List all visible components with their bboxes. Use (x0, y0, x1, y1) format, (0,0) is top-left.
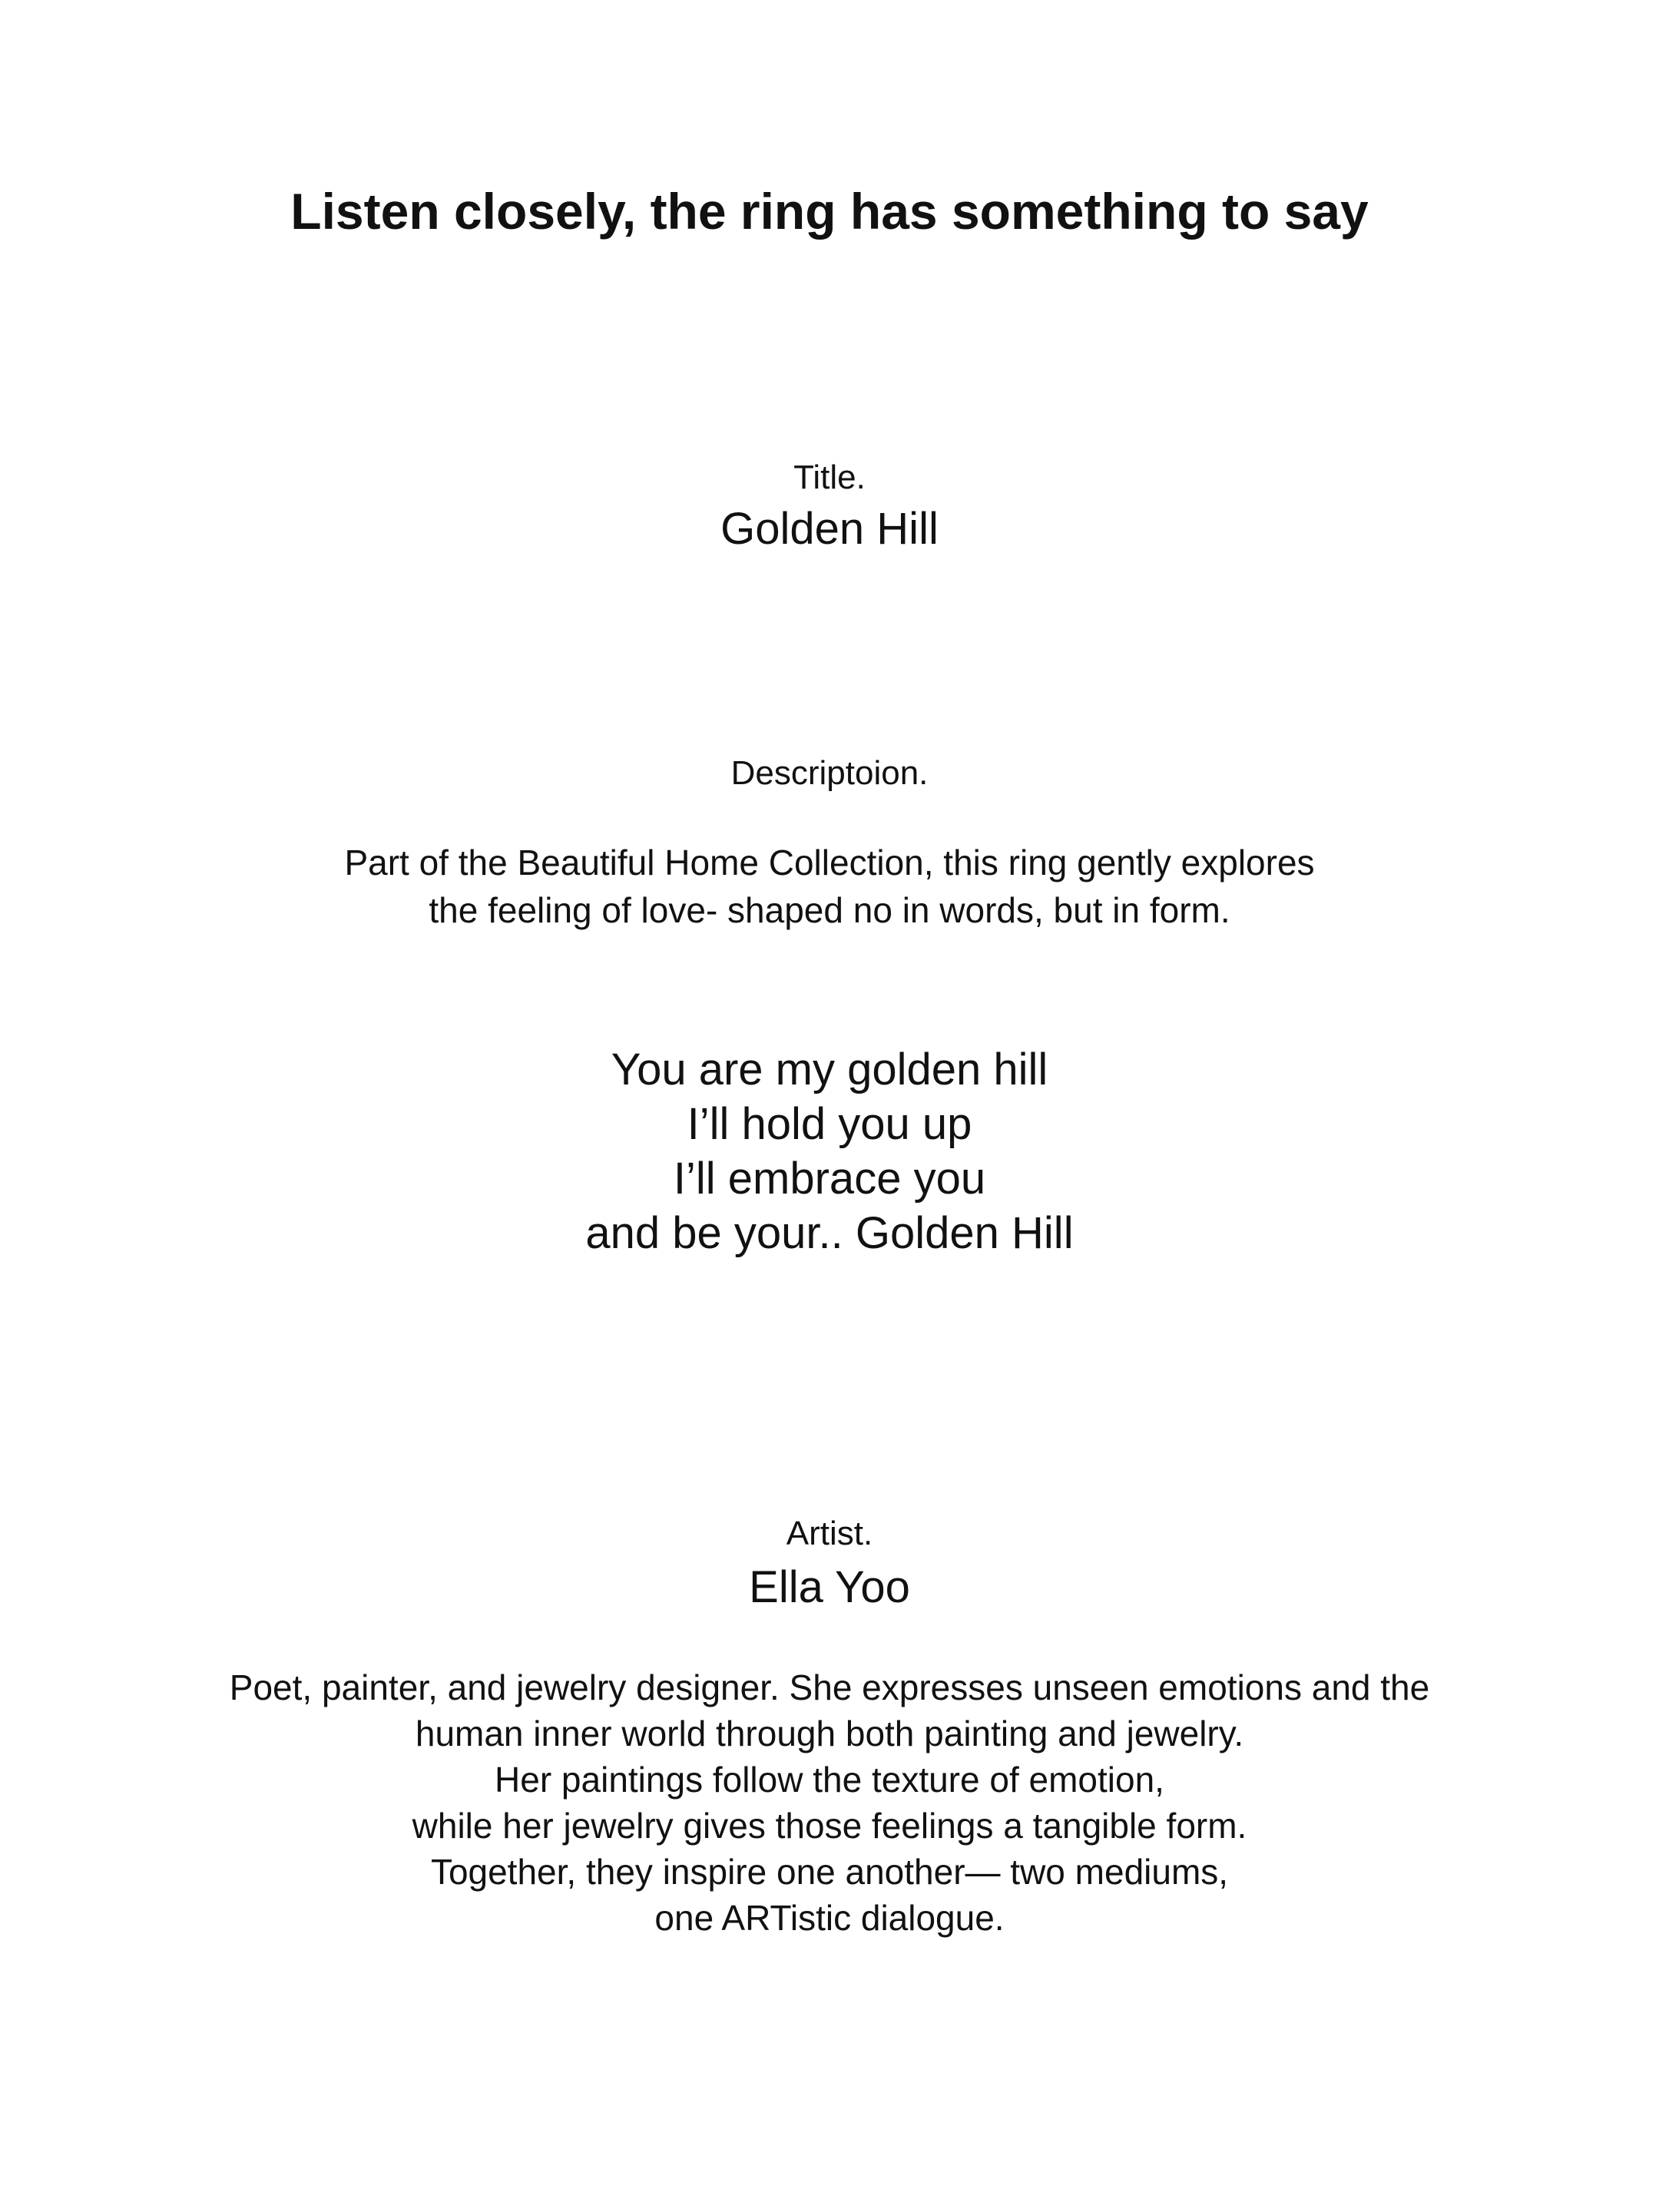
artist-bio-line-5: Together, they inspire one another— two mediums, (430, 1852, 1229, 1892)
poem-line-4: and be your.. Golden Hill (585, 1208, 1074, 1258)
artist-bio-line-3: Her paintings follow the texture of emotion, (495, 1760, 1164, 1800)
page-heading: Listen closely, the ring has something to say (290, 183, 1369, 240)
artist-bio-line-1: Poet, painter, and jewelry designer. She expresses unseen emotions and the (229, 1667, 1430, 1707)
description-line-2: the feeling of love- shaped no in words, but in form. (429, 890, 1230, 930)
poem-line-2: I’ll hold you up (687, 1099, 972, 1149)
artist-label: Artist. (786, 1515, 873, 1552)
artist-bio-line-2: human inner world through both painting and jewelry. (415, 1714, 1244, 1753)
poem-line-3: I’ll embrace you (673, 1154, 986, 1204)
description-line-1: Part of the Beautiful Home Collection, this ring gently explores (344, 843, 1315, 882)
poem-line-1: You are my golden hill (611, 1045, 1048, 1094)
artist-bio-line-4: while her jewelry gives those feelings a tangible form. (412, 1806, 1247, 1846)
artwork-title: Golden Hill (720, 504, 939, 554)
artist-name: Ella Yoo (749, 1562, 910, 1612)
artist-bio-line-6: one ARTistic dialogue. (654, 1898, 1005, 1938)
description-label: Descriptoion. (730, 754, 929, 792)
title-label: Title. (793, 459, 866, 496)
